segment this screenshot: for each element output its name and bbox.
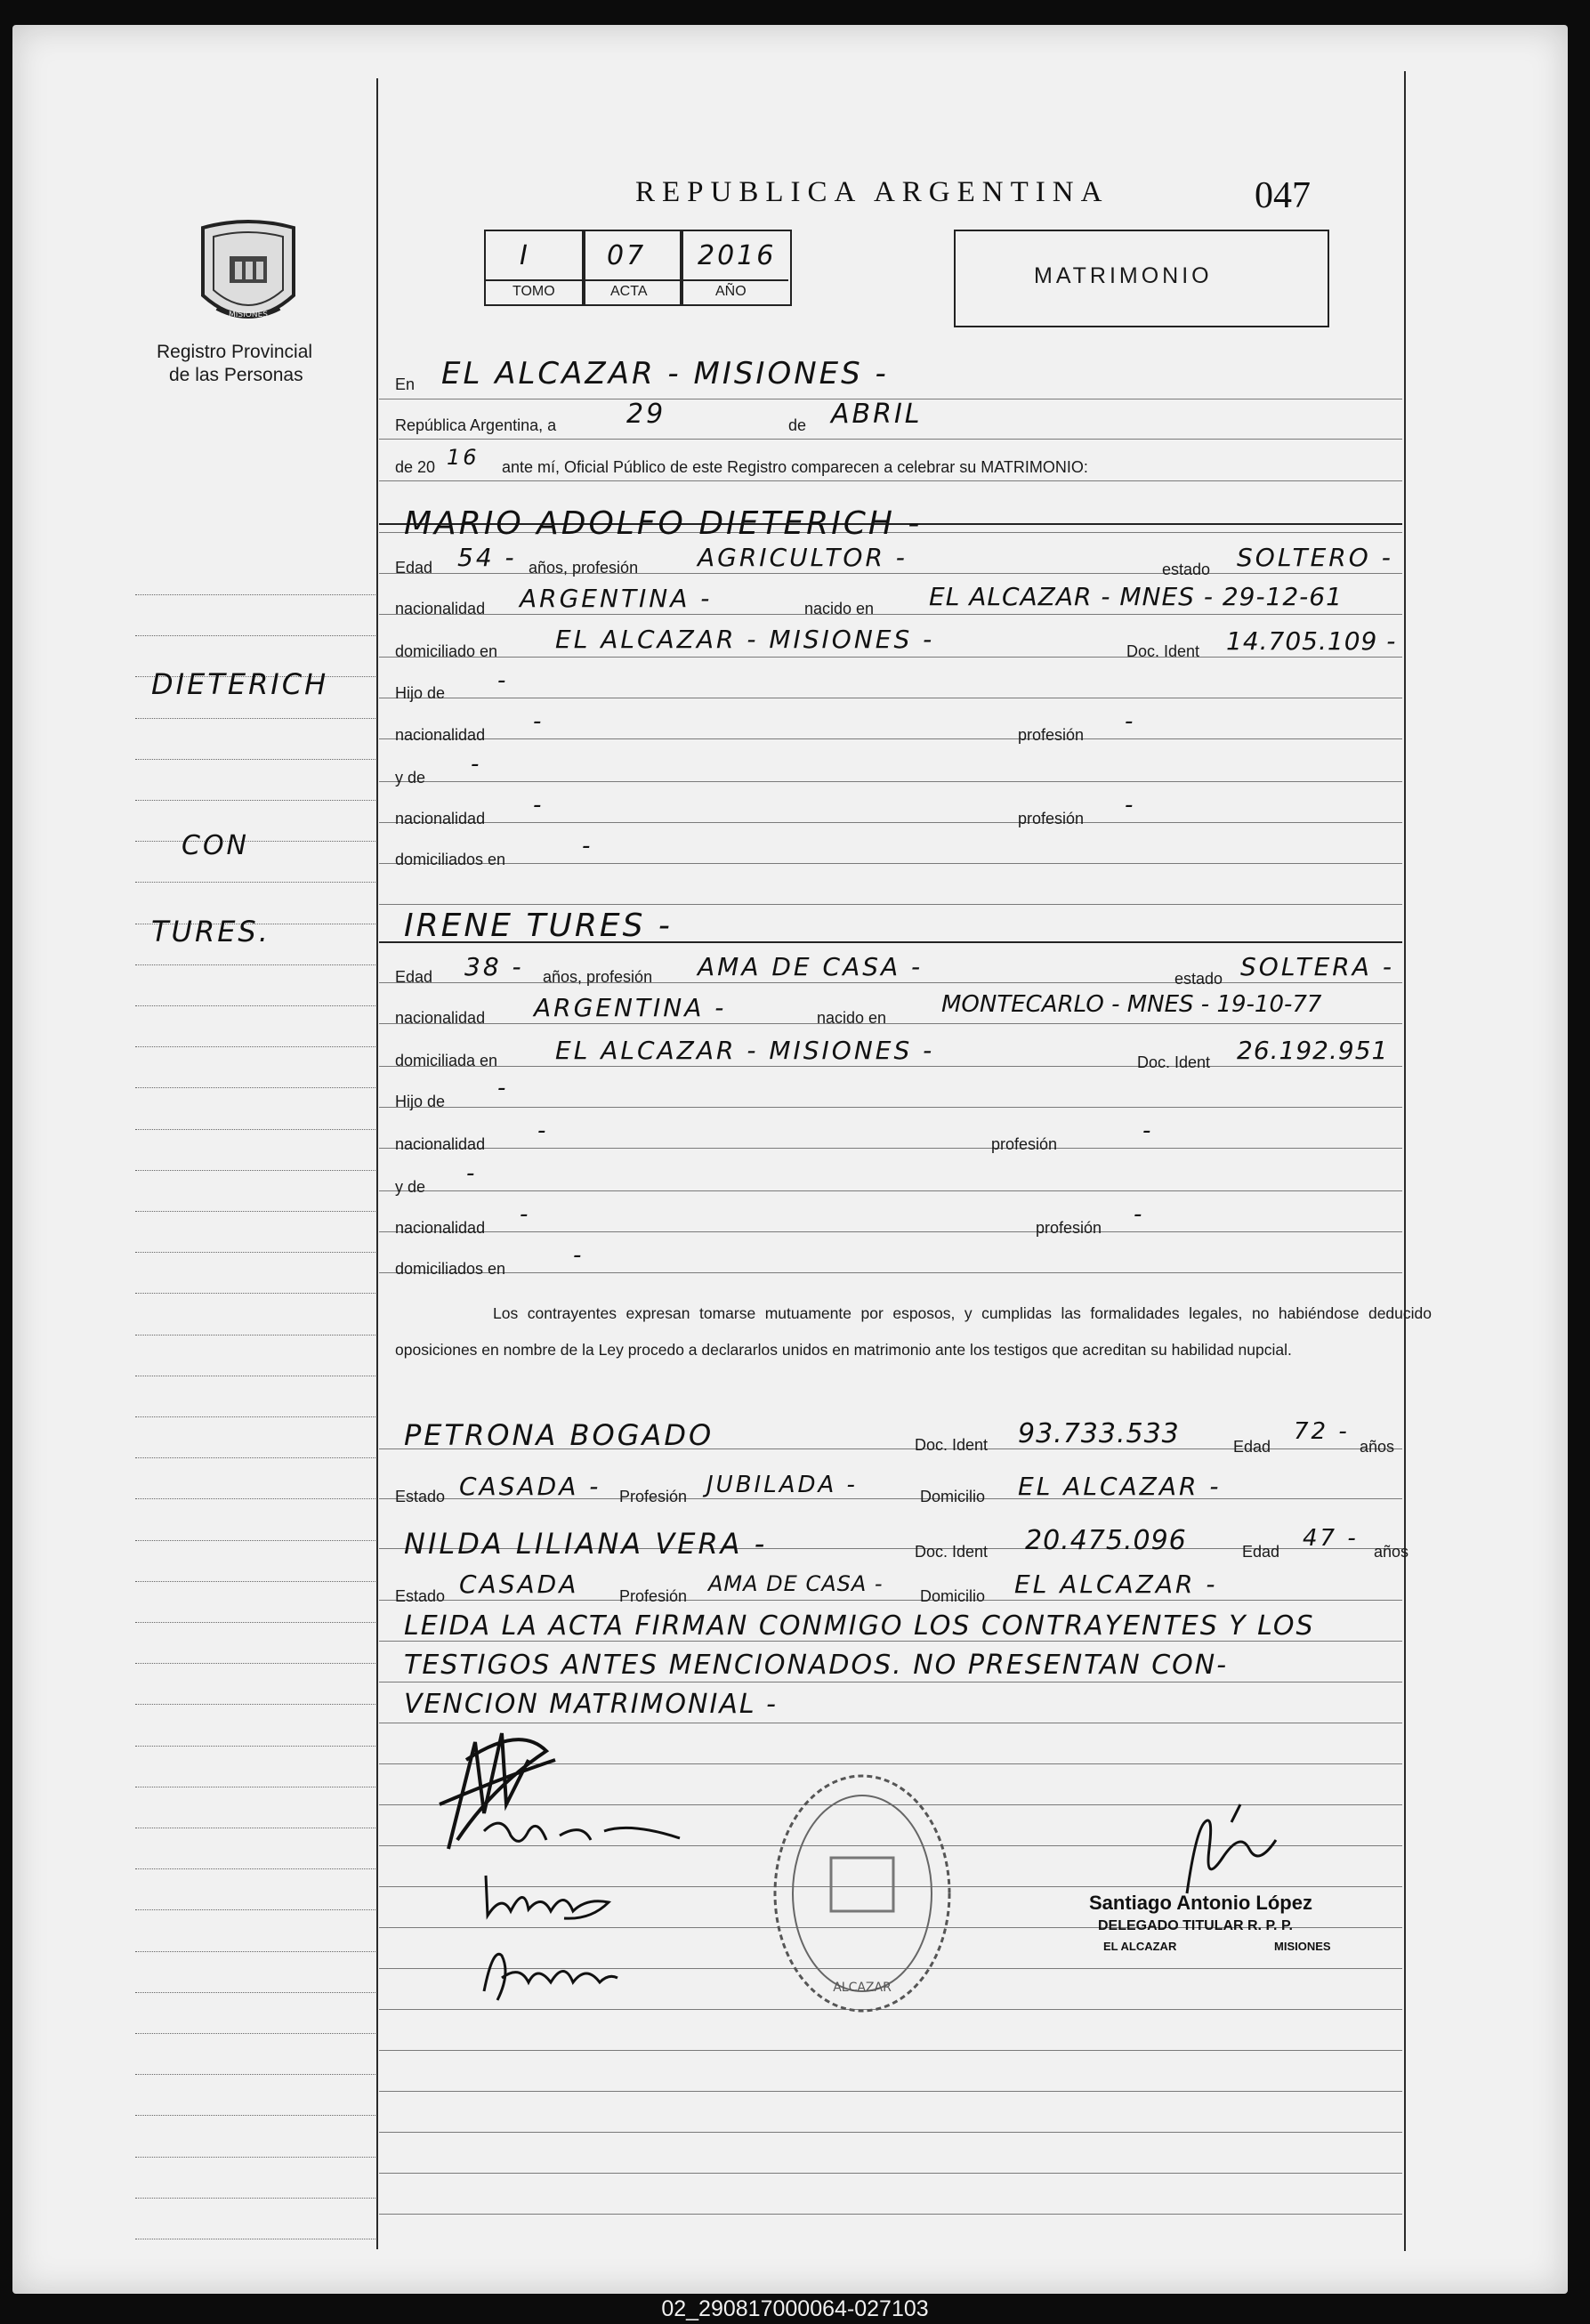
margin-rule [135,2033,377,2034]
t2-anos-label: años [1374,1543,1409,1561]
c1-prof-padre: - [1125,708,1136,735]
c2-nacido-label: nacido en [817,1009,887,1027]
c2-nac-madre-label: nacionalidad [395,1219,486,1237]
c1-domicilio-label: domiciliado en [395,642,498,660]
margin-rule [135,1005,377,1006]
c2-prof-madre: - [1134,1201,1145,1228]
c1-nombre: MARIO ADOLFO DIETERICH - [404,505,923,542]
body-rule [379,1190,1402,1191]
c1-doc-label: Doc. Ident [1126,642,1200,660]
dia-value: 29 [626,399,666,430]
margin-rule [135,1581,377,1582]
c1-edad-label: Edad [395,559,433,577]
margin-note-surname1: DIETERICH [151,667,329,701]
t2-profesion: AMA DE CASA - [708,1571,884,1596]
margin-rule [135,718,377,719]
registry-seal-icon [196,219,301,335]
body-rule [379,781,1402,782]
margin-rule [135,841,377,842]
t2-profesion-label: Profesión [619,1587,688,1605]
t1-doc-label: Doc. Ident [915,1436,989,1454]
svg-text:ALCAZAR: ALCAZAR [833,1981,892,1995]
c2-profesion: AMA DE CASA - [698,952,924,981]
tomo-label: TOMO [513,284,555,299]
t2-edad: 47 - [1303,1525,1359,1552]
c1-nac-madre-label: nacionalidad [395,810,486,827]
body-rule [379,2173,1402,2174]
margin-rule [135,1663,377,1664]
margin-rule [135,1129,377,1130]
official-stamp-icon [769,1769,956,2018]
margin-rule [135,1211,377,1212]
t1-doc: 93.733.533 [1018,1418,1180,1449]
c1-prof-madre: - [1125,792,1136,819]
officer-province: MISIONES [1274,1940,1331,1953]
c2-nacionalidad: ARGENTINA - [534,993,727,1022]
t1-profesion-label: Profesión [619,1488,688,1505]
c2-nac-padre-label: nacionalidad [395,1135,486,1153]
republica-label: República Argentina, a [395,416,557,434]
c1-nacionalidad-label: nacionalidad [395,600,486,617]
c2-edad: 38 - [464,952,524,981]
signature-testigo-2 [466,1938,626,2009]
body-rule [379,738,1402,739]
body-rule [379,863,1402,864]
c1-hijo: - [497,667,509,694]
margin-rule [135,2157,377,2158]
officer-title: DELEGADO TITULAR R. P. P. [1098,1918,1293,1933]
acta-label: ACTA [610,284,648,299]
c2-domicilio-label: domiciliada en [395,1052,498,1069]
c2-nac-padre: - [537,1118,549,1144]
t2-doc-label: Doc. Ident [915,1543,989,1561]
t2-domicilio-label: Domicilio [920,1587,986,1605]
c1-nacionalidad: ARGENTINA - [520,584,713,613]
observation-line-3: VENCION MATRIMONIAL - [404,1689,778,1720]
country-title: REPUBLICA ARGENTINA [635,176,1110,208]
margin-rule [135,1540,377,1541]
c1-domiciliados: - [582,833,593,859]
body-rule [379,2050,1402,2051]
t1-anos-label: años [1360,1438,1395,1456]
body-rule [379,480,1402,481]
document-page [12,25,1568,2294]
c1-nacido-label: nacido en [804,600,875,617]
t2-edad-label: Edad [1242,1543,1280,1561]
body-rule [379,657,1402,658]
c1-domiciliados-label: domiciliados en [395,851,506,868]
mes-value: ABRIL [831,399,923,430]
c2-prof-padre-label: profesión [991,1135,1058,1153]
svg-text:MISIONES: MISIONES [228,311,269,319]
margin-rule [135,759,377,760]
c1-prof-padre-label: profesión [1018,726,1085,744]
act-type: MATRIMONIO [1034,263,1213,288]
c1-estado: SOLTERO - [1237,543,1393,572]
c1-edad: 54 - [457,543,517,572]
t1-edad-label: Edad [1233,1438,1271,1456]
margin-note-con: CON [182,830,250,861]
c1-domicilio: EL ALCAZAR - MISIONES - [555,625,935,654]
anio-suffix: 16 [447,445,480,470]
c2-domiciliados: - [573,1242,585,1269]
body-rule [379,982,1402,983]
c1-anos-label: años, profesión [529,559,639,577]
t1-domicilio: EL ALCAZAR - [1018,1472,1222,1501]
c2-domicilio: EL ALCAZAR - MISIONES - [555,1036,935,1065]
c2-yde: - [466,1160,478,1187]
t2-domicilio: EL ALCAZAR - [1014,1570,1218,1599]
t1-domicilio-label: Domicilio [920,1488,986,1505]
margin-rule [135,1498,377,1499]
margin-rule [135,1252,377,1253]
acta-value: 07 [607,240,647,271]
margin-rule [135,1457,377,1458]
margin-rule [135,635,377,636]
margin-rule [135,1046,377,1047]
margin-rule [135,882,377,883]
body-rule [379,1600,1402,1601]
anio-value: 2016 [698,240,777,271]
signature-officer [1151,1795,1294,1902]
c2-yde-label: y de [395,1178,426,1196]
margin-rule [135,1704,377,1705]
t2-doc: 20.475.096 [1025,1525,1187,1556]
body-rule [379,1231,1402,1232]
c2-estado: SOLTERA - [1240,952,1394,981]
margin-rule [135,964,377,965]
c2-anos-label: años, profesión [543,968,653,986]
body-rule [379,1107,1402,1108]
de-label: de [788,416,807,434]
t1-estado-label: Estado [395,1488,446,1505]
c2-doc: 26.192.951 [1237,1036,1389,1065]
c2-domiciliados-label: domiciliados en [395,1260,506,1278]
margin-rule [135,1951,377,1952]
intro-text: ante mí, Oficial Público de este Registro comparecen a celebrar su MATRIMONIO: [502,458,1088,476]
c2-nacido: MONTECARLO - MNES - 19-10-77 [941,991,1322,1018]
body-rule [379,904,1402,905]
c1-profesion: AGRICULTOR - [698,543,908,572]
margin-rule [135,800,377,801]
body-rule [379,2214,1402,2215]
c2-nombre: IRENE TURES - [404,908,673,944]
t2-estado: CASADA [459,1570,579,1599]
observation-line-2: TESTIGOS ANTES MENCIONADOS. NO PRESENTAN CON- [404,1650,1229,1681]
signature-contrayente-2 [475,1804,689,1858]
body-rule [379,1066,1402,1067]
c1-yde-label: y de [395,769,426,787]
margin-rule [135,2198,377,2199]
anio-prefix: de 20 [395,458,436,476]
margin-rule [135,2074,377,2075]
margin-note-surname2: TURES. [151,915,270,948]
c2-hijo: - [497,1075,509,1101]
c2-nac-madre: - [520,1201,531,1228]
en-label: En [395,375,416,393]
c1-nac-padre-label: nacionalidad [395,726,486,744]
margin-rule [135,1622,377,1623]
right-margin-line [1404,71,1406,2251]
document-id-footer: 02_290817000064-027103 [661,2296,929,2321]
c1-nac-madre: - [533,792,545,819]
t2-nombre: NILDA LILIANA VERA - [404,1527,768,1561]
body-rule [379,2091,1402,2092]
c1-nacido: EL ALCAZAR - MNES - 29-12-61 [929,582,1343,611]
body-rule [379,2132,1402,2133]
body-rule [379,1023,1402,1024]
officer-location: EL ALCAZAR [1103,1940,1177,1953]
declaration-text: Los contrayentes expresan tomarse mutuamente por esposos, y cumplidas las formalidades legales, no habiéndose deducido oposiciones en nombre de la Ley procedo a declararlos unidos en matrimonio ante los testigos que acreditan su habilidad nupcial. [395,1304,1432,1359]
margin-rule [135,1909,377,1910]
t1-estado: CASADA - [459,1472,601,1501]
t1-profesion: JUBILADA - [706,1472,858,1498]
c2-edad-label: Edad [395,968,433,986]
t1-edad: 72 - [1294,1418,1350,1445]
body-rule [379,1272,1402,1273]
c2-hijo-label: Hijo de [395,1093,446,1110]
margin-rule [135,1416,377,1417]
observation-line-1: LEIDA LA ACTA FIRMAN CONMIGO LOS CONTRAYENTES Y LOS [404,1610,1315,1642]
box-divider [486,279,788,281]
body-rule [379,439,1402,440]
t1-nombre: PETRONA BOGADO [404,1418,714,1452]
margin-rule [135,1087,377,1088]
c1-nac-padre: - [533,708,545,735]
c1-estado-label: estado [1162,561,1211,578]
officer-name: Santiago Antonio López [1089,1892,1312,1914]
anio-label: AÑO [715,284,747,299]
margin-rule [135,1868,377,1869]
margin-rule [135,1170,377,1171]
lugar-value: EL ALCAZAR - MISIONES - [441,356,889,391]
margin-rule [135,1992,377,1993]
c1-prof-madre-label: profesión [1018,810,1085,827]
c1-yde: - [471,751,482,778]
c2-prof-madre-label: profesión [1036,1219,1102,1237]
body-rule [379,614,1402,615]
c1-hijo-label: Hijo de [395,684,446,702]
signature-testigo-1 [475,1867,635,1929]
c1-doc: 14.705.109 - [1226,626,1397,656]
margin-rule [135,2115,377,2116]
c2-prof-padre: - [1142,1118,1154,1144]
c2-doc-label: Doc. Ident [1137,1053,1211,1071]
body-rule [379,822,1402,823]
folio-number: 047 [1255,175,1311,216]
registry-name-line2: de las Personas [169,365,303,385]
left-margin-line [376,78,378,2249]
tomo-value: I [520,240,530,271]
registry-name-line1: Registro Provincial [157,342,313,362]
c2-nacionalidad-label: nacionalidad [395,1009,486,1027]
t2-estado-label: Estado [395,1587,446,1605]
margin-rule [135,1293,377,1294]
margin-rule [135,594,377,595]
margin-rule [135,1746,377,1747]
body-rule [379,1148,1402,1149]
c2-estado-label: estado [1174,970,1223,988]
